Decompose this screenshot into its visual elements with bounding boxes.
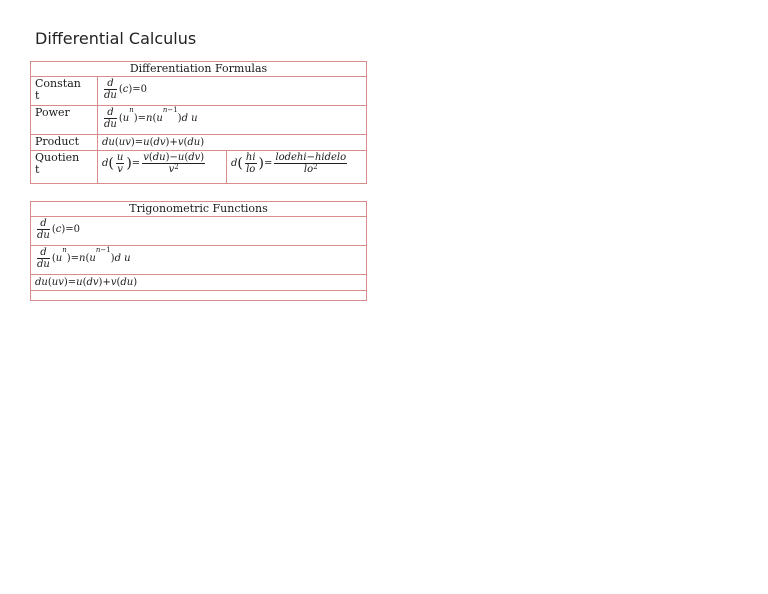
table-caption: Trigonometric Functions xyxy=(31,202,367,217)
formula-cell xyxy=(31,217,367,246)
formula-quotient: d( $\frac{u}{v}$ )= $\frac{v(du)-u(dv)}{v^2}$ xyxy=(102,152,205,175)
differentiation-formulas-table xyxy=(30,61,367,184)
formula-constant: $\frac{d}{du}$ (c)=0 xyxy=(37,218,81,241)
formula-cell xyxy=(31,291,367,301)
table-row xyxy=(31,77,367,106)
row-label-text: Quotien t xyxy=(35,151,80,176)
table-row xyxy=(31,275,367,291)
trigonometric-functions-table xyxy=(30,201,367,301)
formula-cell xyxy=(98,77,367,106)
table-row xyxy=(31,217,367,246)
table-row xyxy=(31,246,367,275)
row-label xyxy=(31,106,98,135)
formula-product: du(uv)=u(dv)+v(du) xyxy=(102,137,205,148)
row-label-text: Product xyxy=(35,135,79,148)
table-row xyxy=(31,106,367,135)
table-row xyxy=(31,135,367,151)
formula-constant: $\frac{d}{du}$ (c)=0 xyxy=(104,78,148,101)
formula-cell xyxy=(98,151,227,184)
formula-power: $\frac{d}{du}$ $(u^n)=n(u^{n-1})d$ u xyxy=(37,246,131,270)
row-label xyxy=(31,135,98,151)
formula-cell xyxy=(31,275,367,291)
formula-quotient-mnemonic: d( $\frac{hi}{lo}$ )= $\frac{\text{lodehi−hidelo}}{lo^2}$ xyxy=(231,152,347,175)
table-caption: Differentiation Formulas xyxy=(31,62,367,77)
formula-cell xyxy=(98,106,367,135)
formula-cell xyxy=(31,246,367,275)
table-row xyxy=(31,151,367,184)
formula-power: $\frac{d}{du}$ $(u^n)=n(u^{n-1})d$ u xyxy=(104,106,198,130)
row-label-text: Power xyxy=(35,106,70,119)
formula-cell xyxy=(227,151,367,184)
formula-product: du(uv)=u(dv)+v(du) xyxy=(35,277,138,288)
page-title: Differential Calculus xyxy=(35,29,197,48)
formula-cell xyxy=(98,135,367,151)
row-label xyxy=(31,151,98,184)
table-row xyxy=(31,291,367,301)
row-label-text: Constan t xyxy=(35,77,81,102)
row-label xyxy=(31,77,98,106)
